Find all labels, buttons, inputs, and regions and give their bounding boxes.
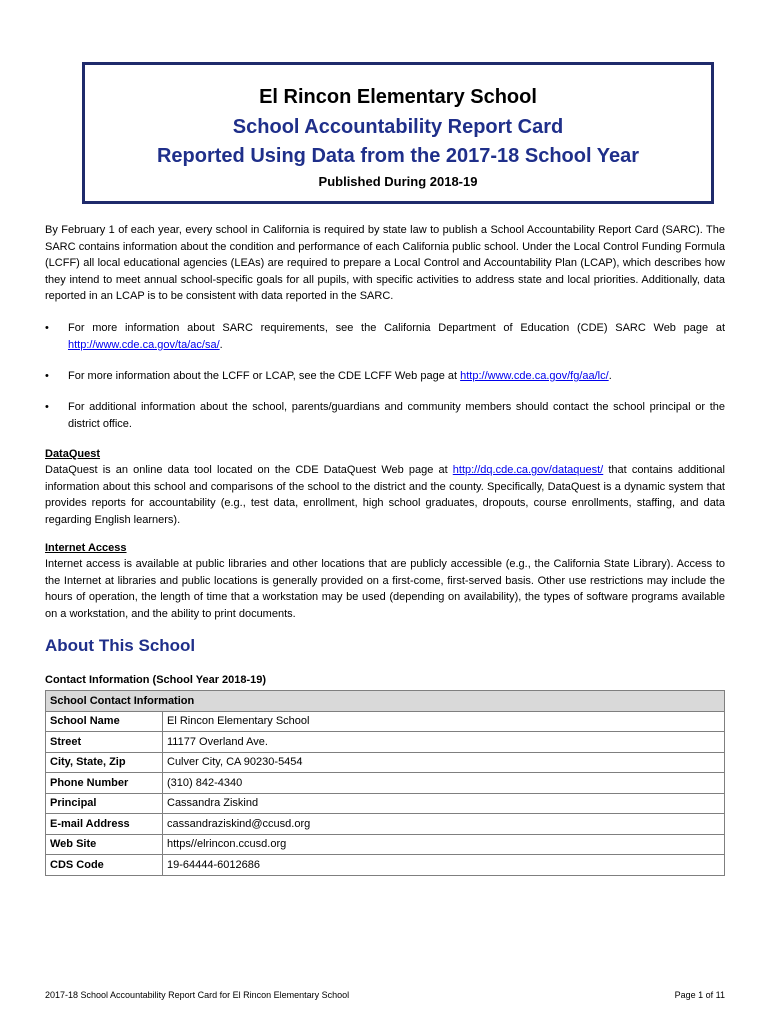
- dataquest-link[interactable]: http://dq.cde.ca.gov/dataquest/: [452, 464, 604, 476]
- bullet-text: For more information about the LCFF or LCAP, see the CDE LCFF Web page at: [68, 370, 461, 382]
- school-contact-table: [45, 690, 725, 876]
- row-label: E-mail Address: [46, 814, 163, 835]
- row-value: 11177 Overland Ave.: [163, 732, 725, 753]
- intro-paragraph: By February 1 of each year, every school in California is required by state law to publish a School Accountability Report Card (SARC). The SARC contains information about the condition and performance of each California public school. Under the Local Control Funding Formula (LCFF) all local educational agencies (LEAs) are required to prepare a Local Control and Accountability Plan (LCAP), which describes how they intend to meet annual school-specific goals for all pupils, with specific activities to address state and local priorities. Additionally, data reported in an LCAP is to be consistent with data reported in the SARC.: [45, 224, 725, 302]
- row-label: Phone Number: [46, 773, 163, 794]
- footer-title: 2017-18 School Accountability Report Card for El Rincon Elementary School: [45, 990, 350, 1000]
- title-box: [82, 62, 714, 204]
- table-row: [46, 793, 725, 814]
- bullet-marker: •: [45, 401, 49, 413]
- sarc-web-link[interactable]: http://www.cde.ca.gov/ta/ac/sa/: [68, 338, 220, 351]
- row-value: (310) 842-4340: [163, 773, 725, 794]
- row-value: Cassandra Ziskind: [163, 793, 725, 814]
- row-label: School Name: [46, 711, 163, 732]
- row-label: Web Site: [46, 834, 163, 855]
- internet-access-paragraph: Internet access is available at public libraries and other locations that are publicly accessible (e.g., the California State Library). Access to the Internet at libraries and public locations is generally provided on a first-come, first-served basis. Other use restrictions may include the hours of operation, the length of time that a workstation may be used (depending on availability), the types of software programs available on a workstation, and the ability to print documents.: [45, 558, 725, 620]
- table-row: [46, 752, 725, 773]
- bullet-punct: .: [608, 370, 612, 382]
- school-name-title: El Rincon Elementary School: [259, 86, 537, 108]
- table-row: [46, 711, 725, 732]
- bullet-text: For additional information about the school, parents/guardians and community members should contact the school principal or the district office.: [68, 401, 725, 430]
- row-value: Culver City, CA 90230-5454: [163, 752, 725, 773]
- internet-access-heading: Internet Access: [45, 542, 127, 554]
- row-value: cassandraziskind@ccusd.org: [163, 814, 725, 835]
- row-label: CDS Code: [46, 855, 163, 876]
- table-header-row: [46, 691, 725, 712]
- dataquest-text: DataQuest is an online data tool located on the CDE DataQuest Web page at: [45, 464, 453, 476]
- page-number: Page 1 of 11: [674, 990, 725, 1000]
- report-title: School Accountability Report Card: [232, 116, 564, 138]
- row-value: https//elrincon.ccusd.org: [163, 834, 725, 855]
- bullet-marker: •: [45, 370, 49, 382]
- table-header-cell: School Contact Information: [46, 691, 725, 712]
- contact-info-caption: Contact Information (School Year 2018-19): [45, 674, 267, 686]
- about-school-heading: About This School: [45, 636, 196, 655]
- dataquest-paragraph: [45, 462, 725, 528]
- table-row: [46, 814, 725, 835]
- row-label: Principal: [46, 793, 163, 814]
- bullet-marker: •: [45, 322, 49, 334]
- lcff-web-link[interactable]: http://www.cde.ca.gov/fg/aa/lc/: [460, 370, 609, 382]
- report-year-title: Reported Using Data from the 2017-18 School Year: [156, 145, 639, 167]
- bullet-punct: .: [219, 338, 223, 351]
- bullet-text: For more information about SARC requirements, see the California Department of Education (CDE) SARC Web page at: [68, 322, 725, 334]
- dataquest-text-cont: that contains additional information about this school and comparisons of the school to the district and the county. Specifically, DataQuest is a dynamic system that provides reports for accountability (e.g., test data, enrollment, high school graduates, dropouts, course enrollments, staffing, and data regarding English learners).: [45, 464, 725, 526]
- published-line: Published During 2018-19: [318, 174, 478, 189]
- row-label: Street: [46, 732, 163, 753]
- table-row: [46, 855, 725, 876]
- row-value: El Rincon Elementary School: [163, 711, 725, 732]
- row-label: City, State, Zip: [46, 752, 163, 773]
- table-row: [46, 732, 725, 753]
- dataquest-heading: DataQuest: [45, 448, 101, 460]
- table-row: [46, 834, 725, 855]
- row-value: 19-64444-6012686: [163, 855, 725, 876]
- table-row: [46, 773, 725, 794]
